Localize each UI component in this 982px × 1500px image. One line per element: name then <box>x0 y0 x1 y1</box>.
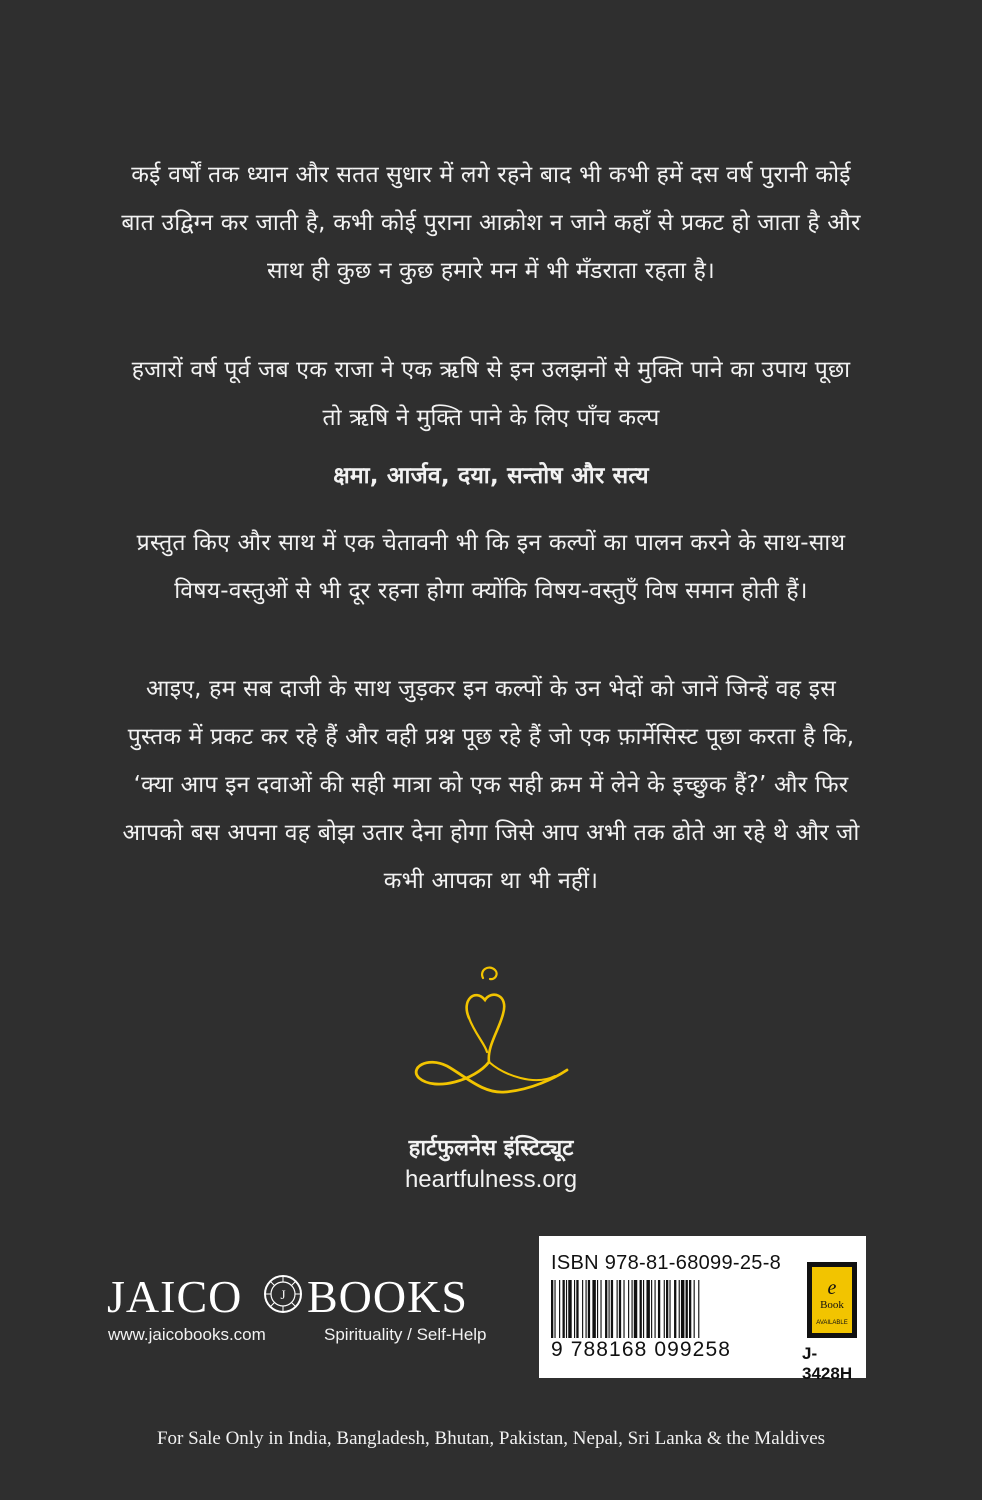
publisher-name-right: BOOKS <box>307 1271 468 1322</box>
blurb-paragraph-3: प्रस्तुत किए और साथ में एक चेतावनी भी कि इन कल्पों का पालन करने के साथ-साथ विषय-वस्तुओं से भी दूर रहना होगा क्योंकि विषय-वस्तुएँ विष समान होती हैं। <box>136 530 846 604</box>
blurb-paragraph-1: कई वर्षों तक ध्यान और सतत सुधार में लगे रहने बाद भी कभी हमें दस वर्ष पुरानी कोई बात उद्विग्न कर जाती है, कभी कोई पुराना आक्रोश न जाने कहाँ से प्रकट हो जाता है और साथ ही कुछ न कुछ हमारे मन में भी मँडराता रहता है। <box>121 162 861 284</box>
barcode-digits: 9 788168 099258 <box>551 1338 731 1361</box>
five-virtues-line: क्षमा, आर्जव, दया, सन्तोष और सत्य <box>333 463 649 489</box>
ebook-word: Book <box>820 1299 844 1311</box>
ebook-status: AVAILABLE <box>816 1320 848 1326</box>
blurb-paragraph-4: आइए, हम सब दाजी के साथ जुड़कर इन कल्पों के उन भेदों को जानें जिन्हें वह इस पुस्तक में प्रकट कर रहे हैं और वही प्रश्न पूछ रहे हैं जो एक फ़ार्मेसिस्ट पूछा करता है कि, ‘क्या आप इन दवाओं की सही मात्रा को एक सही क्रम में लेने के इच्छुक हैं?’ और फिर आपको बस अपना वह बोझ उतार देना होगा जिसे आप अभी तक ढोते आ रहे थे और जो कभी आपका था भी नहीं। <box>122 676 860 894</box>
ebook-letter: e <box>827 1277 837 1299</box>
publisher-website: www.jaicobooks.com <box>108 1325 266 1344</box>
isbn-label: ISBN 978-81-68099-25-8 <box>551 1252 782 1274</box>
publisher-name-left: JAICO <box>107 1271 243 1322</box>
institute-name: हार्टफुलनेस इंस्टिट्यूट <box>408 1136 574 1161</box>
jaico-wheel-emblem-icon <box>263 1274 303 1314</box>
heartfulness-meditator-logo-icon <box>405 960 577 1120</box>
catalog-code: J-3428H <box>802 1344 853 1383</box>
institute-url: heartfulness.org <box>404 1166 578 1193</box>
blurb-paragraph-2: हजारों वर्ष पूर्व जब एक राजा ने एक ऋषि से इन उलझनों से मुक्ति पाने का उपाय पूछा तो ऋषि ने मुक्ति पाने के लिए पाँच कल्प <box>131 357 851 431</box>
ebook-available-icon <box>807 1262 857 1338</box>
book-category: Spirituality / Self-Help <box>324 1325 487 1344</box>
svg-text:J: J <box>280 1287 286 1302</box>
isbn-barcode-panel <box>539 1236 866 1383</box>
sales-territory-notice: For Sale Only in India, Bangladesh, Bhutan, Pakistan, Nepal, Sri Lanka & the Maldives <box>156 1428 826 1449</box>
